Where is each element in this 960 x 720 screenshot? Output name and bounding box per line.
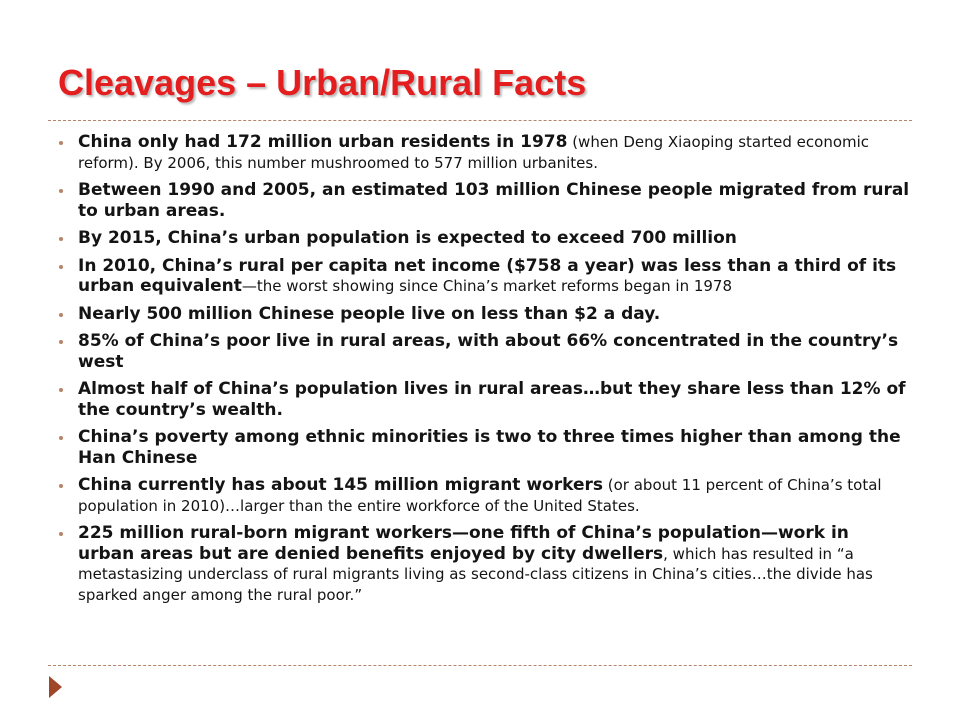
bullet-item xyxy=(58,427,910,468)
bullet-normal-text: , which has resulted in “a metastasizing underclass of rural migrants living as second-class citizens in China’s cities…the divide has sparked anger among the rural poor.” xyxy=(78,544,873,604)
bullet-bold-text: China only had 172 million urban residents in 1978 xyxy=(78,132,568,152)
bullet-dot-icon xyxy=(59,388,63,392)
bullet-bold-text: 225 million rural-born migrant workers—one fifth of China’s population—work in urban areas but are denied benefits enjoyed by city dwellers xyxy=(78,523,849,564)
bullet-item xyxy=(58,256,910,297)
footer-divider xyxy=(48,665,912,666)
bullet-item xyxy=(58,523,910,605)
triangle-arrow-icon xyxy=(49,676,62,698)
slide-title: Cleavages – Urban/Rural Facts xyxy=(58,62,587,103)
bullet-bold-text: 85% of China’s poor live in rural areas, with about 66% concentrated in the country’s west xyxy=(78,331,899,372)
bullet-dot-icon xyxy=(59,265,63,269)
bullet-item xyxy=(58,331,910,372)
bullet-dot-icon xyxy=(59,189,63,193)
bullet-item xyxy=(58,379,910,420)
bullet-dot-icon xyxy=(59,484,63,488)
bullet-item xyxy=(58,132,910,173)
bullet-dot-icon xyxy=(59,436,63,440)
bullet-item xyxy=(58,475,910,516)
bullet-normal-text: (or about 11 percent of China’s total population in 2010)…larger than the entire workforce of the United States. xyxy=(78,476,882,515)
bullet-item xyxy=(58,228,910,249)
bullet-dot-icon xyxy=(59,141,63,145)
bullet-dot-icon xyxy=(59,237,63,241)
bullet-bold-text: In 2010, China’s rural per capita net income ($758 a year) was less than a third of its urban equivalent xyxy=(78,255,897,296)
bullet-dot-icon xyxy=(59,532,63,536)
bullet-dot-icon xyxy=(59,313,63,317)
bullet-list xyxy=(58,132,910,612)
bullet-bold-text: Almost half of China’s population lives in rural areas…but they share less than 12% of the country’s wealth. xyxy=(78,379,906,420)
bullet-bold-text: Nearly 500 million Chinese people live on less than $2 a day. xyxy=(78,303,661,324)
bullet-bold-text: Between 1990 and 2005, an estimated 103 million Chinese people migrated from rural to urban areas. xyxy=(78,180,910,221)
bullet-item xyxy=(58,180,910,221)
bullet-bold-text: China currently has about 145 million migrant workers xyxy=(78,475,603,495)
bullet-normal-text: (when Deng Xiaoping started economic reform). By 2006, this number mushroomed to 577 million urbanites. xyxy=(78,133,870,172)
bullet-item xyxy=(58,304,910,325)
title-divider xyxy=(48,120,912,121)
bullet-bold-text: By 2015, China’s urban population is expected to exceed 700 million xyxy=(78,228,737,248)
bullet-normal-text: —the worst showing since China’s market reforms began in 1978 xyxy=(241,277,733,295)
bullet-bold-text: China’s poverty among ethnic minorities is two to three times higher than among the Han Chinese xyxy=(78,427,901,468)
bullet-dot-icon xyxy=(59,340,63,344)
